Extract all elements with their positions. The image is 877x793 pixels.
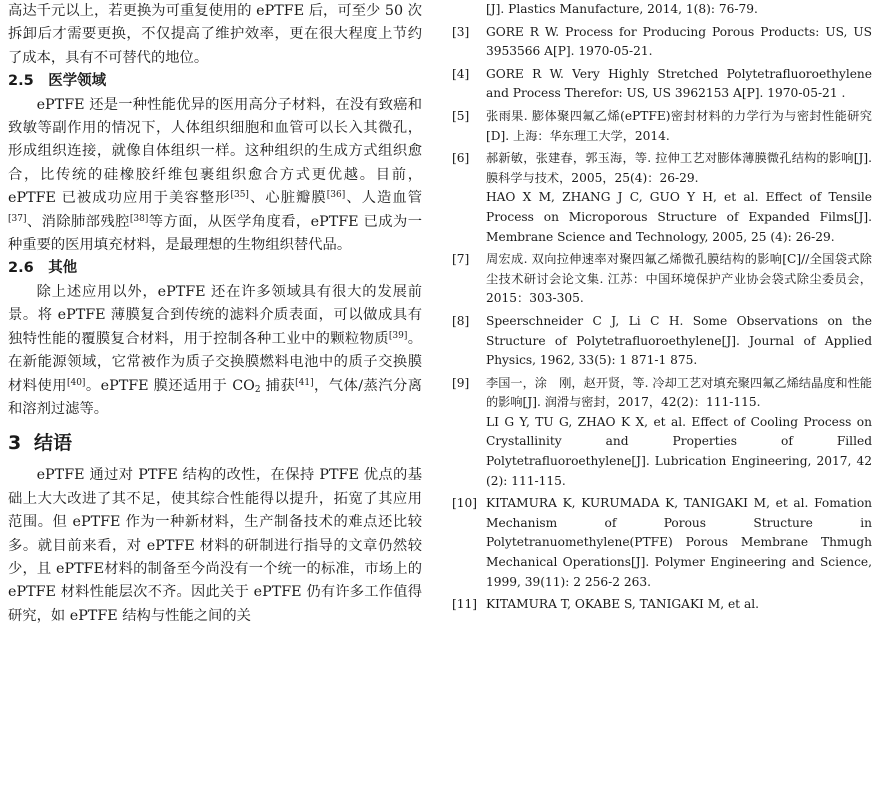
citation: [40] <box>66 377 86 388</box>
section-heading-3 <box>8 428 422 458</box>
reference-text: Speerschneider C J, Li C H. Some Observations on the Structure of Polytetrafluoroethylene[J]. Journal of Applied Physics, 1962, 33(5): 1 871-1 875. <box>486 313 872 368</box>
reference-item <box>452 250 872 309</box>
section-title: 医学领域 <box>48 73 107 90</box>
conclusion-paragraph: ePTFE 通过对 PTFE 结构的改性，在保持 PTFE 优点的基础上大大改进了其不足，使其综合性能得以提升，拓宽了其应用范围。但 ePTFE 作为一种新材料，生产制备技术的难点还比较多。就目前来看，对 ePTFE 材料的研制进行指导的文章仍然较少，且 ePTFE材料的制备至今尚没有一个统一的标准，市场上的 ePTFE 材料性能层次不齐。因此关于 ePTFE 仍有许多工作值得研究，如 ePTFE 结构与性能之间的关 <box>8 467 422 624</box>
reference-2-continuation: [J]. Plastics Manufacture, 2014, 1(8): 76-79. <box>486 2 758 16</box>
reference-text: 张雨果. 膨体聚四氟乙烯(ePTFE)密封材料的力学行为与密封性能研究[D]. 上海：华东理工大学，2014. <box>486 108 872 143</box>
text-run: 、消除肺部残腔 <box>26 213 130 230</box>
reference-text: KITAMURA T, OKABE S, TANIGAKI M, et al. <box>486 597 759 612</box>
citation: [38] <box>129 213 149 224</box>
reference-number: [11] <box>452 597 478 612</box>
section-number: 2.5 <box>8 73 34 90</box>
text-run: 捕获 <box>260 377 296 394</box>
citation: [36] <box>326 190 346 201</box>
section-heading-2-5 <box>8 70 422 93</box>
reference-item <box>452 494 872 592</box>
text-run: 。在新能源领域，它常被作为质子交换膜燃料电池中的质子交换膜材料使用 <box>8 330 423 394</box>
reference-text: 郝新敏，张建春，郭玉海，等. 拉伸工艺对膨体薄膜微孔结构的影响[J]. 膜科学与技术，2005，25(4)：26-29. <box>486 151 872 185</box>
reference-item <box>452 65 872 104</box>
reference-number: [9] <box>452 375 470 390</box>
reference-text: KITAMURA K, KURUMADA K, TANIGAKI M, et al. Fomation Mechanism of Porous Structure in Polytetranuomethylene(PTFE) Porous Membrane Thmugh Mechanical Operations[J]. Polymer Engineering and Science, 1999, 39(11): 2 256-2 263. <box>486 496 872 589</box>
references-column <box>452 0 872 615</box>
section-number: 3 <box>8 432 22 455</box>
reference-text: LI G Y, TU G, ZHAO K X, et al. Effect of Cooling Process on Crystallinity and Properties of Filled Polytetrafluoroethylene[J]. Lubrication Engineering, 2017, 42 (2): 111-115. <box>486 414 872 488</box>
citation: [35] <box>230 190 249 201</box>
reference-number: [4] <box>452 66 470 81</box>
reference-text: GORE R W. Process for Producing Porous Products: US, US 3953566 A[P]. 1970-05-21. <box>486 24 872 59</box>
reference-number: [8] <box>452 313 470 328</box>
text-run: 、心脏瓣膜 <box>248 190 327 207</box>
reference-number: [5] <box>452 108 470 123</box>
text-run: 除上述应用以外，ePTFE 还在许多领域具有很大的发展前景。将 ePTFE 薄膜复合到传统的滤料介质表面，可以做成具有独特性能的覆膜复合材料，用于控制各种工业中的颗粒物质 <box>8 283 422 347</box>
subscript: 2 <box>254 384 261 395</box>
section-heading-2-6 <box>8 257 422 280</box>
section-number: 2.6 <box>8 260 34 277</box>
section-title: 其他 <box>48 260 78 277</box>
reference-text: 周宏成. 双向拉伸速率对聚四氟乙烯微孔膜结构的影响[C]//全国袋式除尘技术研讨会论文集. 江苏：中国环境保护产业协会袋式除尘委员会，2015：303-305. <box>486 252 872 306</box>
reference-item <box>452 312 872 371</box>
reference-item <box>452 149 872 247</box>
other-paragraph <box>8 281 422 421</box>
citation: [39] <box>388 330 408 341</box>
reference-number: [10] <box>452 496 478 511</box>
reference-number: [7] <box>452 252 470 267</box>
text-run: 、人造血管 <box>345 190 423 207</box>
text-run: ，气体/蒸汽分离和溶剂过滤等。 <box>8 377 423 417</box>
text-run: 等方面，从医学角度看，ePTFE 已成为一种重要的医用填充材料，是最理想的生物组织替代品。 <box>8 213 422 254</box>
reference-number: [6] <box>452 151 470 166</box>
reference-item <box>452 107 872 146</box>
left-column <box>8 0 422 628</box>
reference-text: GORE R W. Very Highly Stretched Polytetrafluoroethylene and Process Therefor: US, US 3962153 A[P]. 1970-05-21 . <box>486 66 872 101</box>
text-run: ePTFE 还是一种性能优异的医用高分子材料，在没有致癌和致敏等副作用的情况下，人体组织细胞和血管可以长入其微孔，形成组织连接，就像自体组织一样。这种组织的生成方式组织愈合，比传统的硅橡胶纤维包裹组织愈合方式更优越。目前，ePTFE 已被成功应用于美容整形 <box>8 96 422 207</box>
text-run: 。ePTFE 膜还适用于 CO <box>85 377 255 394</box>
reference-list <box>452 23 872 615</box>
reference-text: HAO X M, ZHANG J C, GUO Y H, et al. Effect of Tensile Process on Microporous Structure of Expanded Films[J]. Membrane Science and Technology, 2005, 25 (4): 26-29. <box>486 190 872 244</box>
reference-number: [3] <box>452 24 470 39</box>
section-title: 结语 <box>34 432 73 455</box>
reference-item <box>452 595 872 615</box>
reference-item <box>452 374 872 492</box>
intro-paragraph: 高达千元以上，若更换为可重复使用的 ePTFE 后，可至少 50 次拆卸后才需要更换，不仅提高了维护效率，更在很大程度上节约了成本，具有不可替代的地位。 <box>8 3 422 66</box>
medical-paragraph <box>8 94 422 258</box>
reference-text: 李国一，涂 刚，赵开贤，等. 冷却工艺对填充聚四氟乙烯结晶度和性能的影响[J]. 润滑与密封，2017，42(2)：111-115. <box>486 375 872 410</box>
citation: [37] <box>8 213 27 224</box>
reference-item <box>452 23 872 62</box>
citation: [41] <box>295 377 314 388</box>
